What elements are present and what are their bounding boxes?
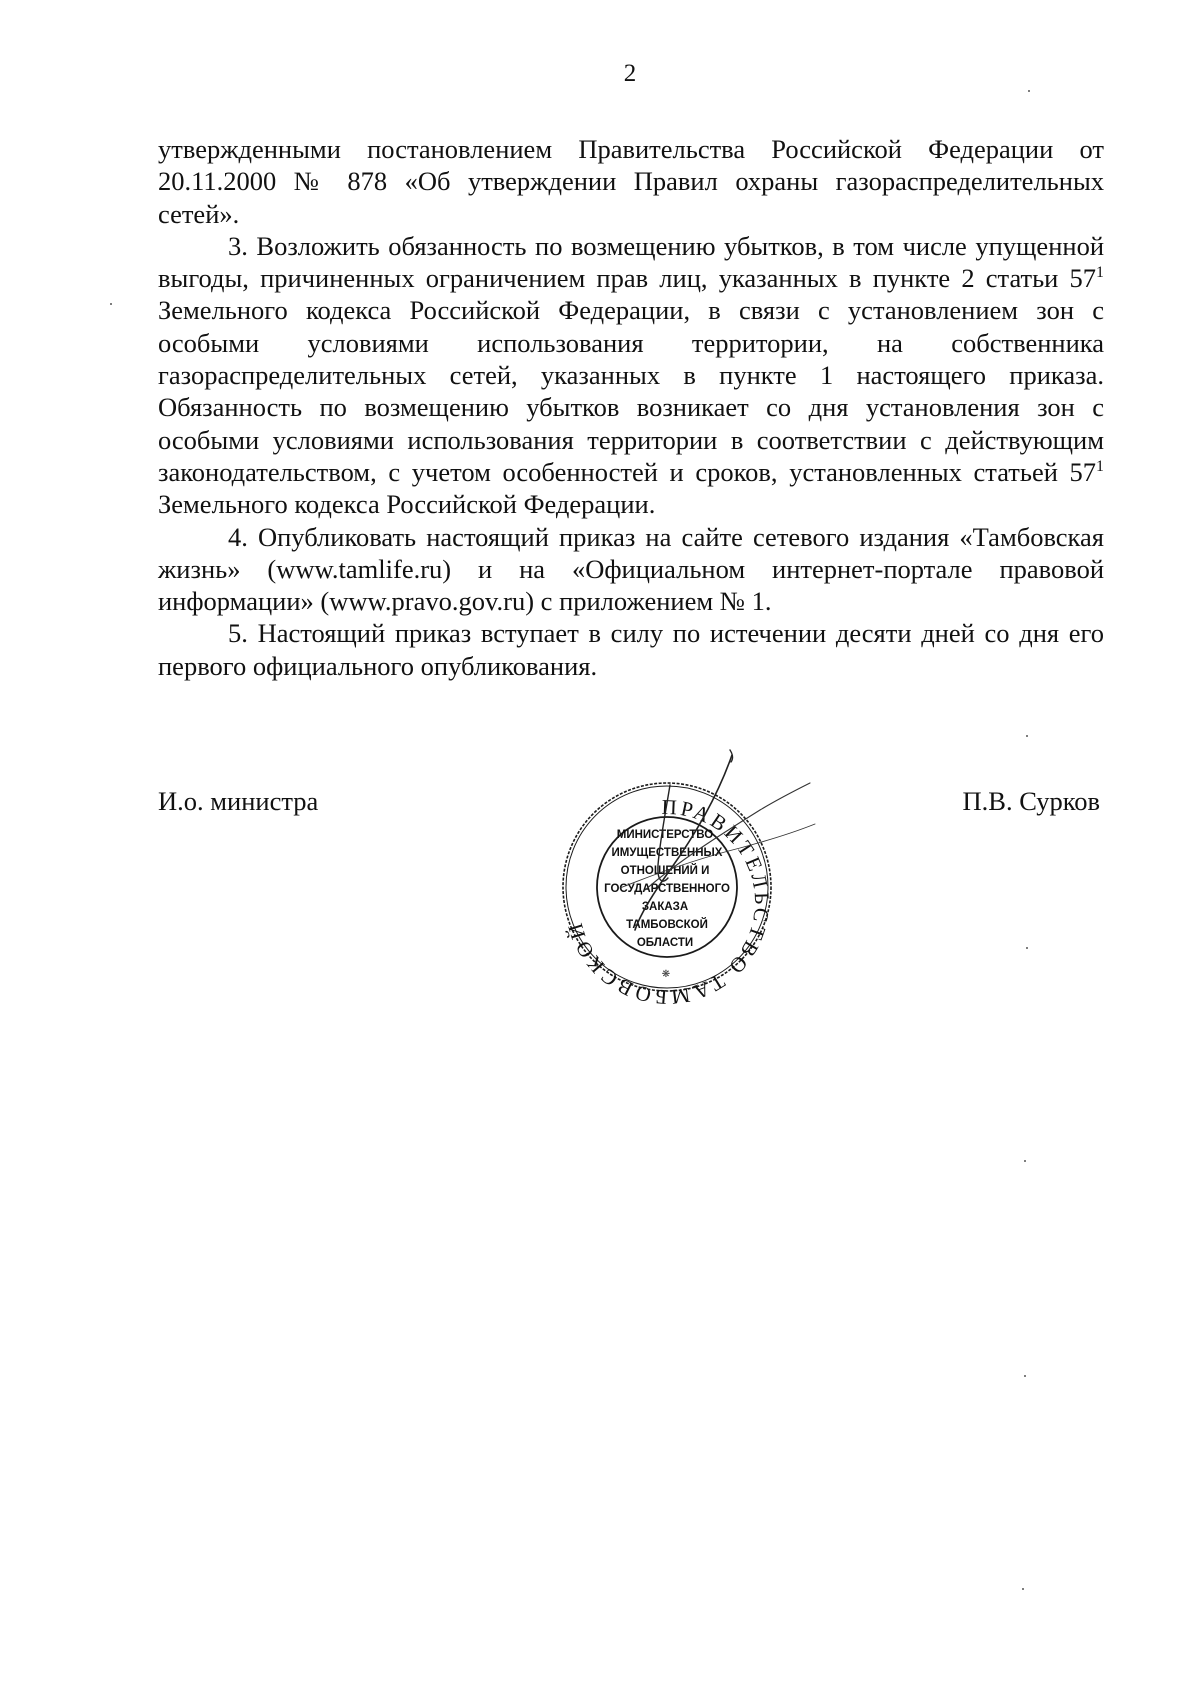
stamp-inner-line: ЗАКАЗА bbox=[641, 901, 689, 913]
page-number: 2 bbox=[623, 60, 637, 87]
scan-speck bbox=[1022, 1588, 1024, 1590]
stamp-inner-line: ГОСУДАРСТВЕННОГО bbox=[604, 883, 730, 895]
scan-speck bbox=[1024, 1375, 1026, 1377]
paragraph-continuation: утвержденными постановлением Правительства Российской Федерации от 20.11.2000 № 878 «Об утверждении Правил охраны газораспределительных сетей». bbox=[158, 134, 1104, 229]
paragraph-5: 5. Настоящий приказ вступает в силу по истечении десяти дней со дня его первого официального опубликования. bbox=[158, 618, 1104, 681]
paragraph-4: 4. Опубликовать настоящий приказ на сайте сетевого издания «Тамбовская жизнь» (www.tamlife.ru) и на «Официальном интернет-портале правовой информации» (www.pravo.gov.ru) с приложением № 1. bbox=[158, 521, 1104, 617]
paragraph-3-part-b: Земельного кодекса Российской Федерации, в связи с установлением зон с особыми условиями использования территории, на собственника газораспределительных сетей, указанных в пункте 1 настоящего приказа. Обязанность по возмещению убытков возникает со дня установления зон с особыми условиями использования территории в соответствии с действующим законодательством, с учетом особенностей и сроков, установленных статьей 57 bbox=[158, 295, 1104, 487]
stamp-inner-line: ОТНОШЕНИЙ И bbox=[620, 865, 710, 877]
scan-speck bbox=[1028, 90, 1030, 92]
stamp-inner-line: ОБЛАСТИ bbox=[636, 937, 694, 949]
superscript: 1 bbox=[1096, 263, 1104, 281]
superscript: 1 bbox=[1096, 457, 1104, 475]
paragraph-3 bbox=[158, 230, 1104, 521]
stamp-inner-line: МИНИСТЕРСТВО bbox=[616, 829, 714, 841]
stamp-inner-line: ТАМБОВСКОЙ bbox=[626, 919, 708, 931]
scan-speck bbox=[1024, 1160, 1026, 1162]
handwritten-signature bbox=[600, 740, 830, 960]
scan-speck bbox=[1026, 947, 1028, 949]
document-body bbox=[158, 133, 1104, 682]
paragraph-3-part-c: Земельного кодекса Российской Федерации. bbox=[158, 489, 656, 520]
stamp-outer-text: ПРАВИТЕЛЬСТВО ТАМБОВСКОЙ bbox=[562, 794, 775, 1010]
stamp-inner-line: ИМУЩЕСТВЕННЫХ bbox=[611, 847, 723, 859]
scan-speck bbox=[1026, 735, 1028, 737]
signatory-position: И.о. министра bbox=[158, 786, 319, 816]
signatory-name: П.В. Сурков bbox=[962, 786, 1100, 816]
paragraph-3-part-a: 3. Возложить обязанность по возмещению убытков, в том числе упущенной выгоды, причиненных ограничением прав лиц, указанных в пункте 2 статьи 57 bbox=[158, 230, 1104, 294]
scan-speck bbox=[110, 303, 112, 305]
svg-text:❋: ❋ bbox=[661, 969, 671, 980]
